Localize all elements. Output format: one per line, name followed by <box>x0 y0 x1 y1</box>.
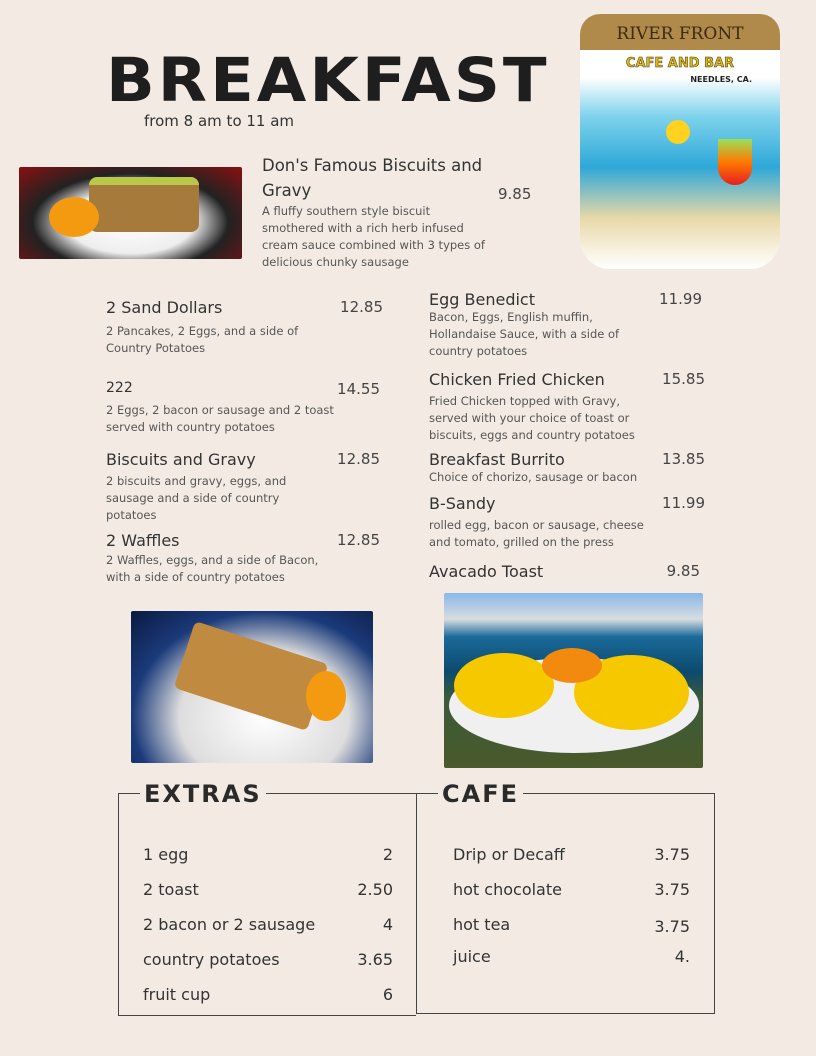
menu-item <box>106 531 386 586</box>
cafe-row <box>453 915 690 947</box>
item-name: 222 <box>106 380 133 396</box>
cafe-price: 3.75 <box>654 845 690 864</box>
avocado-toast-photo <box>19 167 242 259</box>
cafe-name: juice <box>453 947 491 966</box>
extras-price: 6 <box>382 985 393 1004</box>
extras-row <box>143 845 393 880</box>
extras-name: country potatoes <box>143 950 280 969</box>
item-desc: Fried Chicken topped with Gravy, served with your choice of toast or biscuits, eggs and country potatoes <box>429 394 635 442</box>
menu-item <box>106 298 386 380</box>
extras-name: 1 egg <box>143 845 189 864</box>
eggs-benedict-photo <box>444 593 703 768</box>
extras-name: 2 toast <box>143 880 199 899</box>
extras-price: 2 <box>382 845 393 864</box>
extras-price: 4 <box>382 915 393 934</box>
logo-location: NEEDLES, CA. <box>690 75 752 84</box>
item-price: 14.55 <box>337 380 380 398</box>
item-desc: Choice of chorizo, sausage or bacon <box>429 470 638 484</box>
sun-icon <box>666 120 690 144</box>
item-name: 2 Sand Dollars <box>106 298 223 317</box>
featured-item-desc: A fluffy southern style biscuit smothered with a rich herb infused cream sauce combined with 3 types of delicious chunky sausage <box>262 204 485 269</box>
item-desc: 2 Eggs, 2 bacon or sausage and 2 toast served with country potatoes <box>106 403 334 434</box>
logo-banner: RIVER FRONT <box>580 14 780 50</box>
item-price: 11.99 <box>662 494 705 512</box>
menu-item <box>106 380 386 450</box>
cafe-list <box>453 845 690 982</box>
cafe-heading: CAFE <box>438 780 523 808</box>
item-price: 9.85 <box>666 562 700 580</box>
menu-item <box>429 450 705 494</box>
page-title: BREAKFAST <box>106 45 550 117</box>
item-price: 15.85 <box>662 370 705 388</box>
extras-row <box>143 915 393 950</box>
cafe-name: hot chocolate <box>453 880 562 899</box>
item-desc: 2 Pancakes, 2 Eggs, and a side of Country Potatoes <box>106 324 299 355</box>
menu-item <box>429 494 705 562</box>
extras-heading: EXTRAS <box>140 780 266 808</box>
item-price: 12.85 <box>337 531 380 549</box>
item-price: 12.85 <box>337 450 380 468</box>
right-menu-column <box>429 290 705 581</box>
extras-price: 2.50 <box>357 880 393 899</box>
logo <box>580 14 780 269</box>
cocktail-icon <box>718 139 752 185</box>
featured-item-name: Don's Famous Biscuits and Gravy <box>262 156 483 200</box>
cafe-name: hot tea <box>453 915 511 934</box>
logo-subtitle: CAFE AND BAR <box>625 56 735 71</box>
item-name: B-Sandy <box>429 494 496 513</box>
item-desc: Bacon, Eggs, English muffin, Hollandaise Sauce, with a side of country potatoes <box>429 310 620 358</box>
extras-row <box>143 880 393 915</box>
item-desc: 2 Waffles, eggs, and a side of Bacon, with a side of country potatoes <box>106 553 319 584</box>
extras-row <box>143 985 393 1020</box>
extras-price: 3.65 <box>357 950 393 969</box>
left-menu-column <box>106 298 386 586</box>
item-name: Avacado Toast <box>429 562 544 581</box>
featured-item-price: 9.85 <box>498 185 532 203</box>
extras-row <box>143 950 393 985</box>
hours: from 8 am to 11 am <box>144 112 295 130</box>
cafe-price: 4. <box>674 947 690 966</box>
item-price: 11.99 <box>659 290 702 308</box>
menu-item <box>429 562 705 581</box>
cafe-name: Drip or Decaff <box>453 845 565 864</box>
cafe-price: 3.75 <box>654 880 690 899</box>
extras-name: 2 bacon or 2 sausage <box>143 915 316 934</box>
cafe-row <box>453 880 690 915</box>
item-name: Egg Benedict <box>429 290 535 309</box>
menu-item <box>106 450 386 531</box>
item-desc: 2 biscuits and gravy, eggs, and sausage and a side of country potatoes <box>106 474 287 522</box>
item-price: 12.85 <box>340 298 383 316</box>
item-name: Biscuits and Gravy <box>106 450 256 469</box>
waffles-photo <box>131 611 373 763</box>
menu-item <box>429 290 705 370</box>
item-name: Chicken Fried Chicken <box>429 370 605 389</box>
menu-item <box>429 370 705 450</box>
extras-name: fruit cup <box>143 985 211 1004</box>
cafe-price: 3.75 <box>654 917 690 936</box>
item-price: 13.85 <box>662 450 705 468</box>
item-name: Breakfast Burrito <box>429 450 565 469</box>
featured-item <box>262 153 542 271</box>
extras-list <box>143 845 393 1020</box>
cafe-row <box>453 947 690 982</box>
item-name: 2 Waffles <box>106 531 180 550</box>
cafe-row <box>453 845 690 880</box>
item-desc: rolled egg, bacon or sausage, cheese and tomato, grilled on the press <box>429 518 644 549</box>
